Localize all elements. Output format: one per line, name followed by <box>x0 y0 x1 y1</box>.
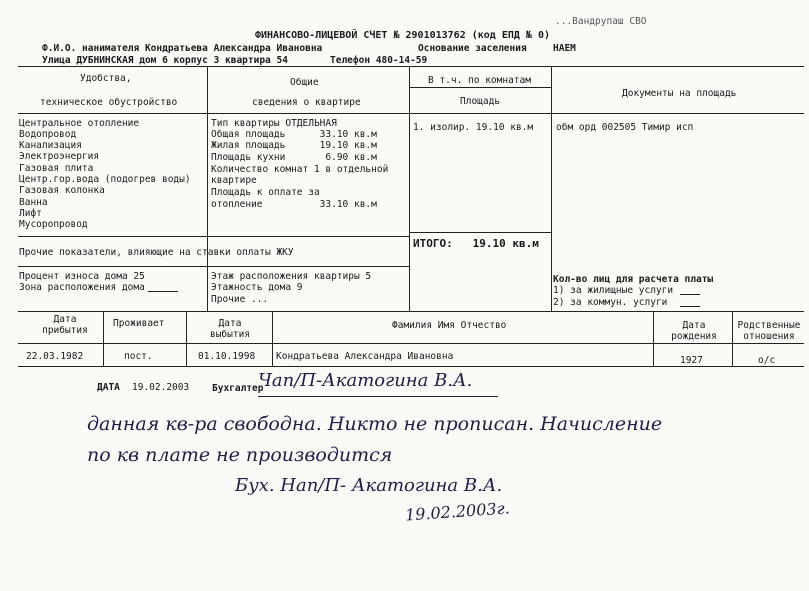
date-label: ДАТА <box>97 382 120 393</box>
document-line: обм орд 002505 Тимир исп <box>556 122 694 133</box>
wear-percent: Процент износа дома 25 <box>19 271 145 282</box>
col-divider-2 <box>409 66 410 311</box>
room-count: Количество комнат 1 в отдельной <box>211 164 389 175</box>
persons-title: Кол-во лиц для расчета платы <box>553 274 714 285</box>
general-header-2: сведения о квартире <box>252 97 361 108</box>
living-area: Жилая площадь 19.10 кв.м <box>211 140 377 151</box>
heating-area: отопление 33.10 кв.м <box>211 199 377 210</box>
address: Улица ДУБНИНСКАЯ дом 6 корпус 3 квартира 54 <box>42 55 288 66</box>
residents-top-line <box>18 311 804 312</box>
handwritten-note-2: по кв плате не производится <box>87 444 393 466</box>
general-header-1: Общие <box>290 77 319 88</box>
phone: Телефон 480-14-59 <box>330 55 428 66</box>
accountant-signature: Чап/П-Акатогина В.А. <box>258 370 473 391</box>
amenity-4: Газовая плита <box>19 163 94 174</box>
res-row-relation: о/с <box>758 355 776 366</box>
res-header-status: Проживает <box>113 318 165 329</box>
house-floors: Этажность дома 9 <box>211 282 303 293</box>
date-value: 19.02.2003 <box>132 382 190 393</box>
res-header-left: Дата выбытия <box>209 318 251 340</box>
res-header-relation: Родственные отношения <box>737 320 801 342</box>
total-area-sum: ИТОГО: 19.10 кв.м <box>413 237 539 250</box>
house-zone: Зона расположения дома <box>19 282 145 293</box>
amenity-7: Ванна <box>19 197 48 208</box>
res-col-5 <box>732 311 733 366</box>
col-divider-1b <box>207 266 208 311</box>
handwritten-signature: Бух. Нап/П- Акатогина В.А. <box>235 475 503 496</box>
other-rates: Прочие показатели, влияющие на ставки оплаты ЖКУ <box>19 247 294 258</box>
documents-header: Документы на площадь <box>622 88 737 99</box>
amenity-0: Центральное отопление <box>19 118 140 129</box>
res-col-1 <box>103 311 104 366</box>
amenity-6: Газовая колонка <box>19 185 105 196</box>
res-row-born: 1927 <box>680 355 703 366</box>
apartment-type: Тип квартиры ОТДЕЛЬНАЯ <box>211 118 337 129</box>
kitchen-area: Площадь кухни 6.90 кв.м <box>211 152 377 163</box>
rooms-subheader-line <box>409 87 551 88</box>
rates-bottom-line <box>18 266 409 267</box>
total-area: Общая площадь 33.10 кв.м <box>211 129 377 140</box>
res-col-4 <box>653 311 654 366</box>
amenity-9: Мусоропровод <box>19 219 88 230</box>
res-header-born: Дата рождения <box>671 320 717 342</box>
persons-communal-blank <box>680 306 700 307</box>
rooms-header-2: Площадь <box>460 96 501 107</box>
floor-location: Этаж расположения квартиры 5 <box>211 271 372 282</box>
handwritten-date: 19.02.2003г. <box>404 498 511 525</box>
res-header-bottom <box>18 343 804 344</box>
amenities-header-2: техническое обустройство <box>40 97 178 108</box>
amenities-header-1: Удобства, <box>80 73 132 84</box>
rooms-header-1: В т.ч. по комнатам <box>428 75 531 86</box>
accountant-label: Бухгалтер <box>212 383 264 394</box>
res-bottom-line <box>18 366 804 367</box>
total-top-line <box>409 232 551 233</box>
header-bottom-line <box>18 113 804 114</box>
amenity-1: Водопровод <box>19 129 77 140</box>
res-col-3 <box>272 311 273 366</box>
res-header-name: Фамилия Имя Отчество <box>392 320 507 331</box>
table-top-border <box>18 66 804 67</box>
persons-communal: 2) за коммун. услуги <box>553 297 668 308</box>
persons-housing: 1) за жилищные услуги <box>553 285 674 296</box>
handwritten-note-1: данная кв-ра свободна. Никто не прописан. Начисление <box>87 413 663 435</box>
res-row-arrived: 22.03.1982 <box>26 351 84 362</box>
amenity-8: Лифт <box>19 208 42 219</box>
page-title: ФИНАНСОВО-ЛИЦЕВОЙ СЧЕТ № 2901013762 (код ЕПД № 0) <box>255 30 551 41</box>
house-zone-blank <box>148 291 178 292</box>
room-count-cont: квартире <box>211 175 257 186</box>
amenity-5: Центр.гор.вода (подогрев воды) <box>19 174 191 185</box>
rates-top-line <box>18 236 409 237</box>
other-info: Прочие ... <box>211 294 269 305</box>
amenity-2: Канализация <box>19 140 82 151</box>
heating-area-label: Площадь к оплате за <box>211 187 320 198</box>
res-row-name: Кондратьева Александра Ивановна <box>276 351 454 362</box>
col-divider-3 <box>551 66 552 311</box>
amenity-3: Электроэнергия <box>19 151 100 162</box>
res-row-left: 01.10.1998 <box>198 351 256 362</box>
settlement-basis-value: НАЕМ <box>553 43 576 54</box>
res-row-status: пост. <box>124 351 153 362</box>
settlement-basis-label: Основание заселения <box>418 43 527 54</box>
res-header-arrived: Дата прибытия <box>42 314 88 336</box>
res-col-2 <box>186 311 187 366</box>
room-line: 1. изолир. 19.10 кв.м <box>413 122 534 133</box>
signature-underline <box>258 396 498 397</box>
header-top-right: ...Вандрупаш СВО <box>555 16 647 27</box>
tenant-name: Ф.И.О. нанимателя Кондратьева Александра Ивановна <box>42 43 323 54</box>
persons-housing-blank <box>680 294 700 295</box>
